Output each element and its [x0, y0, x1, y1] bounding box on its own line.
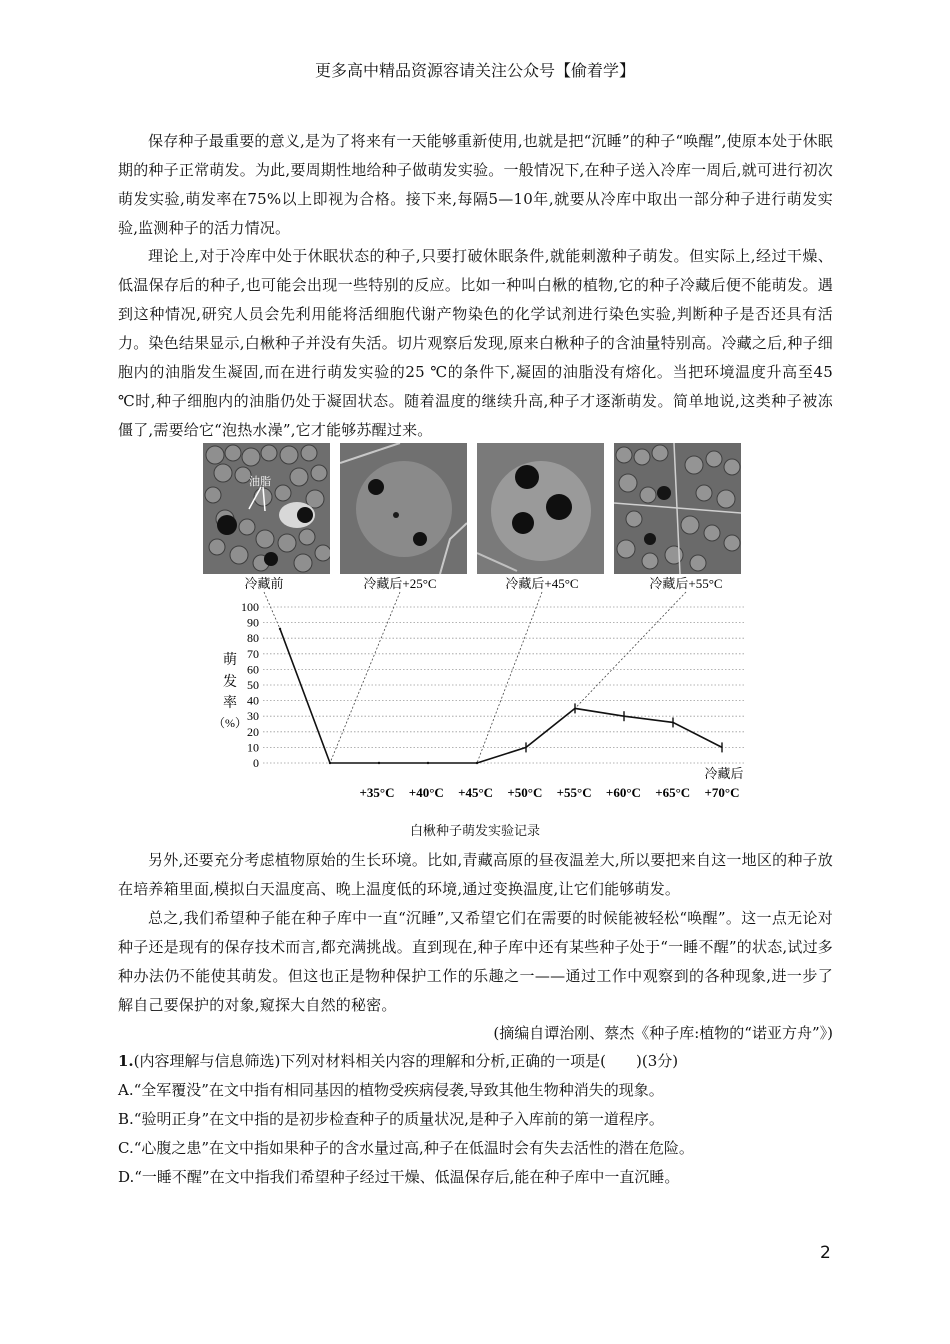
option-c[interactable]: C.“心腹之患”在文中指如果种子的含水量过高,种子在低温时会有失去活性的潜在危险。	[118, 1139, 694, 1157]
question-stem-text: (内容理解与信息筛选)下列对材料相关内容的理解和分析,正确的一项是( )(3分)	[133, 1052, 679, 1070]
paragraph-4: 总之,我们希望种子能在种子库中一直“沉睡”,又希望它们在需要的时候能被轻松“唤醒”。这一点无论对种子还是现有的保存技术而言,都充满挑战。直到现在,种子库中还有某些种子处于“一睡不醒”的状态,试过多种办法仍不能使其萌发。但这也正是物种保护工作的乐趣之一——通过工作中观察到的各种现象,进一步了解自己要保护的对象,窥探大自然的秘密。	[118, 909, 833, 1014]
micrograph-cold-45c	[477, 443, 604, 574]
oil-label: 油脂	[249, 476, 271, 488]
y-tick-label: 100	[241, 600, 259, 614]
paragraph-3: 另外,还要充分考虑植物原始的生长环境。比如,青藏高原的昼夜温差大,所以要把来自这一地区的种子放在培养箱里面,模拟白天温度高、晚上温度低的环境,通过变换温度,让它们能够萌发。	[118, 851, 833, 898]
germination-series-line	[280, 629, 722, 763]
source-citation: (摘编自谭治刚、蔡杰《种子库:植物的“诺亚方舟”》)	[493, 1024, 833, 1042]
x-tick-label: +35°C	[359, 785, 395, 800]
x-tick-label: +45°C	[458, 785, 494, 800]
data-point	[378, 762, 380, 764]
ylabel-char-2: 发	[223, 675, 237, 690]
photo-label-45c: 冷藏后+45°C	[505, 576, 579, 591]
figure-caption: 白楸种子萌发实验记录	[409, 824, 540, 839]
y-tick-label: 90	[247, 615, 259, 630]
x-tick-label: +55°C	[556, 785, 592, 800]
y-tick-label: 30	[247, 709, 259, 724]
germination-chart	[200, 576, 760, 804]
micrograph-before-cold	[203, 443, 330, 574]
ylabel-char-4: （%）	[213, 716, 247, 730]
page-header: 更多高中精品资源容请关注公众号【偷着学】	[314, 61, 635, 80]
question-stem	[118, 1047, 833, 1076]
ylabel-char-3: 率	[223, 696, 237, 711]
photo-link-line	[330, 592, 400, 763]
micrograph-cold-55c	[614, 443, 741, 574]
data-point	[476, 762, 478, 764]
y-tick-label: 0	[253, 756, 259, 770]
y-tick-label: 20	[247, 724, 259, 739]
paragraph-2: 理论上,对于冷库中处于休眠状态的种子,只要打破休眠条件,就能刺激种子萌发。但实际上,经过干燥、低温保存后的种子,也可能会出现一些特别的反应。比如一种叫白楸的植物,它的种子冷藏后便不能萌发。遇到这种情况,研究人员会先利用能将活细胞代谢产物染色的化学试剂进行染色实验,判断种子是否还具有活力。染色结果显示,白楸种子并没有失活。切片观察后发现,原来白楸种子的含油量特别高。冷藏之后,种子细胞内的油脂发生凝固,而在进行萌发实验的25 ℃的条件下,凝固的油脂没有熔化。当把环境温度升高至45 ℃时,种子细胞内的油脂仍处于凝固状态。随着温度的继续升高,种子才逐渐萌发。简单地说,这类种子被冻僵了,需要给它“泡热水澡”,它才能够苏醒过来。	[118, 247, 833, 439]
page-number: 2	[820, 1243, 831, 1263]
y-tick-label: 10	[247, 740, 259, 755]
data-point	[279, 628, 281, 630]
photo-label-55c: 冷藏后+55°C	[649, 576, 723, 591]
photo-label-25c: 冷藏后+25°C	[363, 576, 437, 591]
photo-link-line	[264, 592, 280, 629]
x-tick-label: +70°C	[704, 785, 740, 800]
photo-link-line	[575, 592, 686, 708]
x-tick-label: +50°C	[507, 785, 543, 800]
micrograph-cold-25c	[340, 443, 467, 574]
y-tick-label: 80	[247, 631, 259, 646]
y-tick-label: 60	[247, 662, 259, 677]
micrograph-strip	[203, 443, 743, 575]
photo-label-before: 冷藏前	[244, 576, 284, 591]
x-tick-label: +60°C	[605, 785, 641, 800]
question-number: 1.	[118, 1052, 134, 1070]
x-tick-label: +65°C	[655, 785, 691, 800]
data-point	[329, 762, 331, 764]
y-tick-label: 70	[247, 646, 259, 661]
ylabel-char-1: 萌	[223, 653, 237, 668]
option-d[interactable]: D.“一睡不醒”在文中指我们希望种子经过干燥、低温保存后,能在种子库中一直沉睡。	[118, 1168, 680, 1186]
option-b[interactable]: B.“验明正身”在文中指的是初步检查种子的质量状况,是种子入库前的第一道程序。	[118, 1110, 664, 1128]
end-label: 冷藏后	[704, 766, 744, 781]
y-tick-label: 50	[247, 678, 259, 692]
photo-link-line	[477, 592, 542, 763]
data-point	[427, 762, 429, 764]
option-a[interactable]: A.“全军覆没”在文中指有相同基因的植物受疾病侵袭,导致其他生物种消失的现象。	[118, 1081, 664, 1099]
paragraph-1: 保存种子最重要的意义,是为了将来有一天能够重新使用,也就是把“沉睡”的种子“唤醒”,使原本处于休眠期的种子正常萌发。为此,要周期性地给种子做萌发实验。一般情况下,在种子送入冷库一周后,就可进行初次萌发实验,萌发率在75%以上即视为合格。接下来,每隔5—10年,就要从冷库中取出一部分种子进行萌发实验,监测种子的活力情况。	[118, 132, 833, 237]
x-tick-label: +40°C	[408, 785, 444, 800]
y-tick-label: 40	[247, 693, 259, 708]
